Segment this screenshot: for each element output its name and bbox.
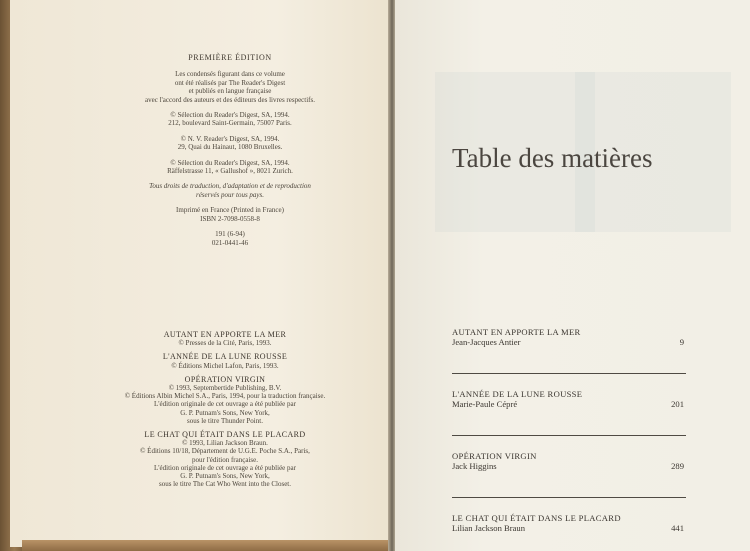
- colophon-line: Les condensés figurant dans ce volume: [175, 70, 285, 79]
- colophon-line: Räffelstrasse 11, « Gallushof », 8021 Zurich.: [167, 167, 293, 176]
- rights-notice: [110, 182, 350, 199]
- toc-entry-author: Marie-Paule Cépré: [452, 399, 518, 409]
- toc-entry-title: OPÉRATION VIRGIN: [452, 451, 537, 461]
- toc-entry[interactable]: [452, 327, 686, 374]
- toc-entry-title: LE CHAT QUI ÉTAIT DANS LE PLACARD: [452, 513, 621, 523]
- credit-line: L'édition originale de cet ouvrage a été publiée par: [154, 463, 296, 472]
- print-codes: [110, 230, 350, 247]
- credit-line: © 1993, Lilian Jackson Braun.: [182, 439, 268, 448]
- credit-title: LE CHAT QUI ÉTAIT DANS LE PLACARD: [144, 430, 306, 440]
- toc-list: [452, 327, 686, 551]
- credit-line: © 1993, Septembertide Publishing, B.V.: [168, 384, 282, 393]
- colophon-line: avec l'accord des auteurs et des éditeurs des livres respectifs.: [145, 95, 315, 104]
- toc-entry-page: 441: [671, 523, 684, 533]
- toc-entry-title: AUTANT EN APPORTE LA MER: [452, 327, 581, 337]
- colophon-paragraph: [110, 159, 350, 176]
- toc-entry-page: 201: [671, 399, 684, 409]
- credit-block: [90, 431, 360, 488]
- isbn: ISBN 2-7098-0558-8: [200, 214, 260, 223]
- print-code: 191 (6-94): [215, 230, 245, 239]
- colophon-paragraph: [110, 135, 350, 152]
- credit-line: sous le titre Thunder Point.: [187, 416, 263, 425]
- rights-line: Tous droits de traduction, d'adaptation et de reproduction: [149, 182, 311, 191]
- colophon-paragraph: [110, 111, 350, 128]
- credit-title: OPÉRATION VIRGIN: [184, 374, 266, 384]
- credit-line: G. P. Putnam's Sons, New York,: [180, 408, 270, 417]
- credit-line: pour l'édition française.: [192, 455, 258, 464]
- colophon-line: et publiés en langue française: [188, 87, 272, 96]
- colophon-line: 212, boulevard Saint-Germain, 75007 Paris.: [168, 119, 292, 128]
- colophon-line: © Sélection du Reader's Digest, SA, 1994.: [170, 111, 290, 120]
- book-cover-bottom-edge: [22, 540, 390, 551]
- colophon-line: 29, Quai du Hainaut, 1080 Bruxelles.: [177, 143, 283, 152]
- credit-block: [90, 331, 360, 347]
- rights-line: réservés pour tous pays.: [195, 190, 265, 199]
- toc-entry-author: Lilian Jackson Braun: [452, 523, 526, 533]
- printing-line: Imprimé en France (Printed in France): [176, 206, 284, 215]
- print-code: 021-0441-46: [211, 238, 249, 247]
- toc-entry[interactable]: [452, 513, 686, 551]
- credit-line: © Éditions Michel Lafon, Paris, 1993.: [171, 361, 279, 370]
- credit-title: AUTANT EN APPORTE LA MER: [163, 330, 287, 339]
- toc-entry-author: Jack Higgins: [452, 461, 497, 471]
- printing-info: [110, 206, 350, 223]
- colophon-paragraph: [110, 70, 350, 104]
- toc-entry-page: 289: [671, 461, 684, 471]
- edition-heading: PREMIÈRE ÉDITION: [188, 53, 272, 62]
- colophon: [110, 54, 350, 254]
- toc-entry-page: 9: [679, 337, 684, 347]
- credit-line: © Éditions 10/18, Département de U.G.E. Poche S.A., Paris,: [140, 447, 310, 456]
- toc-entry[interactable]: [452, 389, 686, 436]
- credit-block: [90, 353, 360, 369]
- toc-entry-title: L'ANNÉE DE LA LUNE ROUSSE: [452, 389, 583, 399]
- credit-line: © Presses de la Cité, Paris, 1993.: [178, 339, 272, 348]
- toc-entry-author: Jean-Jacques Antier: [452, 337, 521, 347]
- credit-line: sous le titre The Cat Who Went into the Closet.: [158, 480, 292, 489]
- colophon-line: © Sélection du Reader's Digest, SA, 1994.: [170, 158, 290, 167]
- credit-line: G. P. Putnam's Sons, New York,: [180, 472, 270, 481]
- colophon-line: ont été réalisés par The Reader's Digest: [174, 78, 286, 87]
- copyright-credits: [90, 331, 360, 494]
- credit-line: © Éditions Albin Michel S.A., Paris, 1994, pour la traduction française.: [124, 392, 326, 401]
- credit-block: [90, 376, 360, 425]
- colophon-line: © N. V. Reader's Digest, SA, 1994.: [180, 134, 280, 143]
- toc-title: Table des matières: [452, 143, 653, 173]
- credit-line: L'édition originale de cet ouvrage a été publiée par: [154, 400, 296, 409]
- toc-entry[interactable]: [452, 451, 686, 498]
- credit-title: L'ANNÉE DE LA LUNE ROUSSE: [162, 352, 288, 362]
